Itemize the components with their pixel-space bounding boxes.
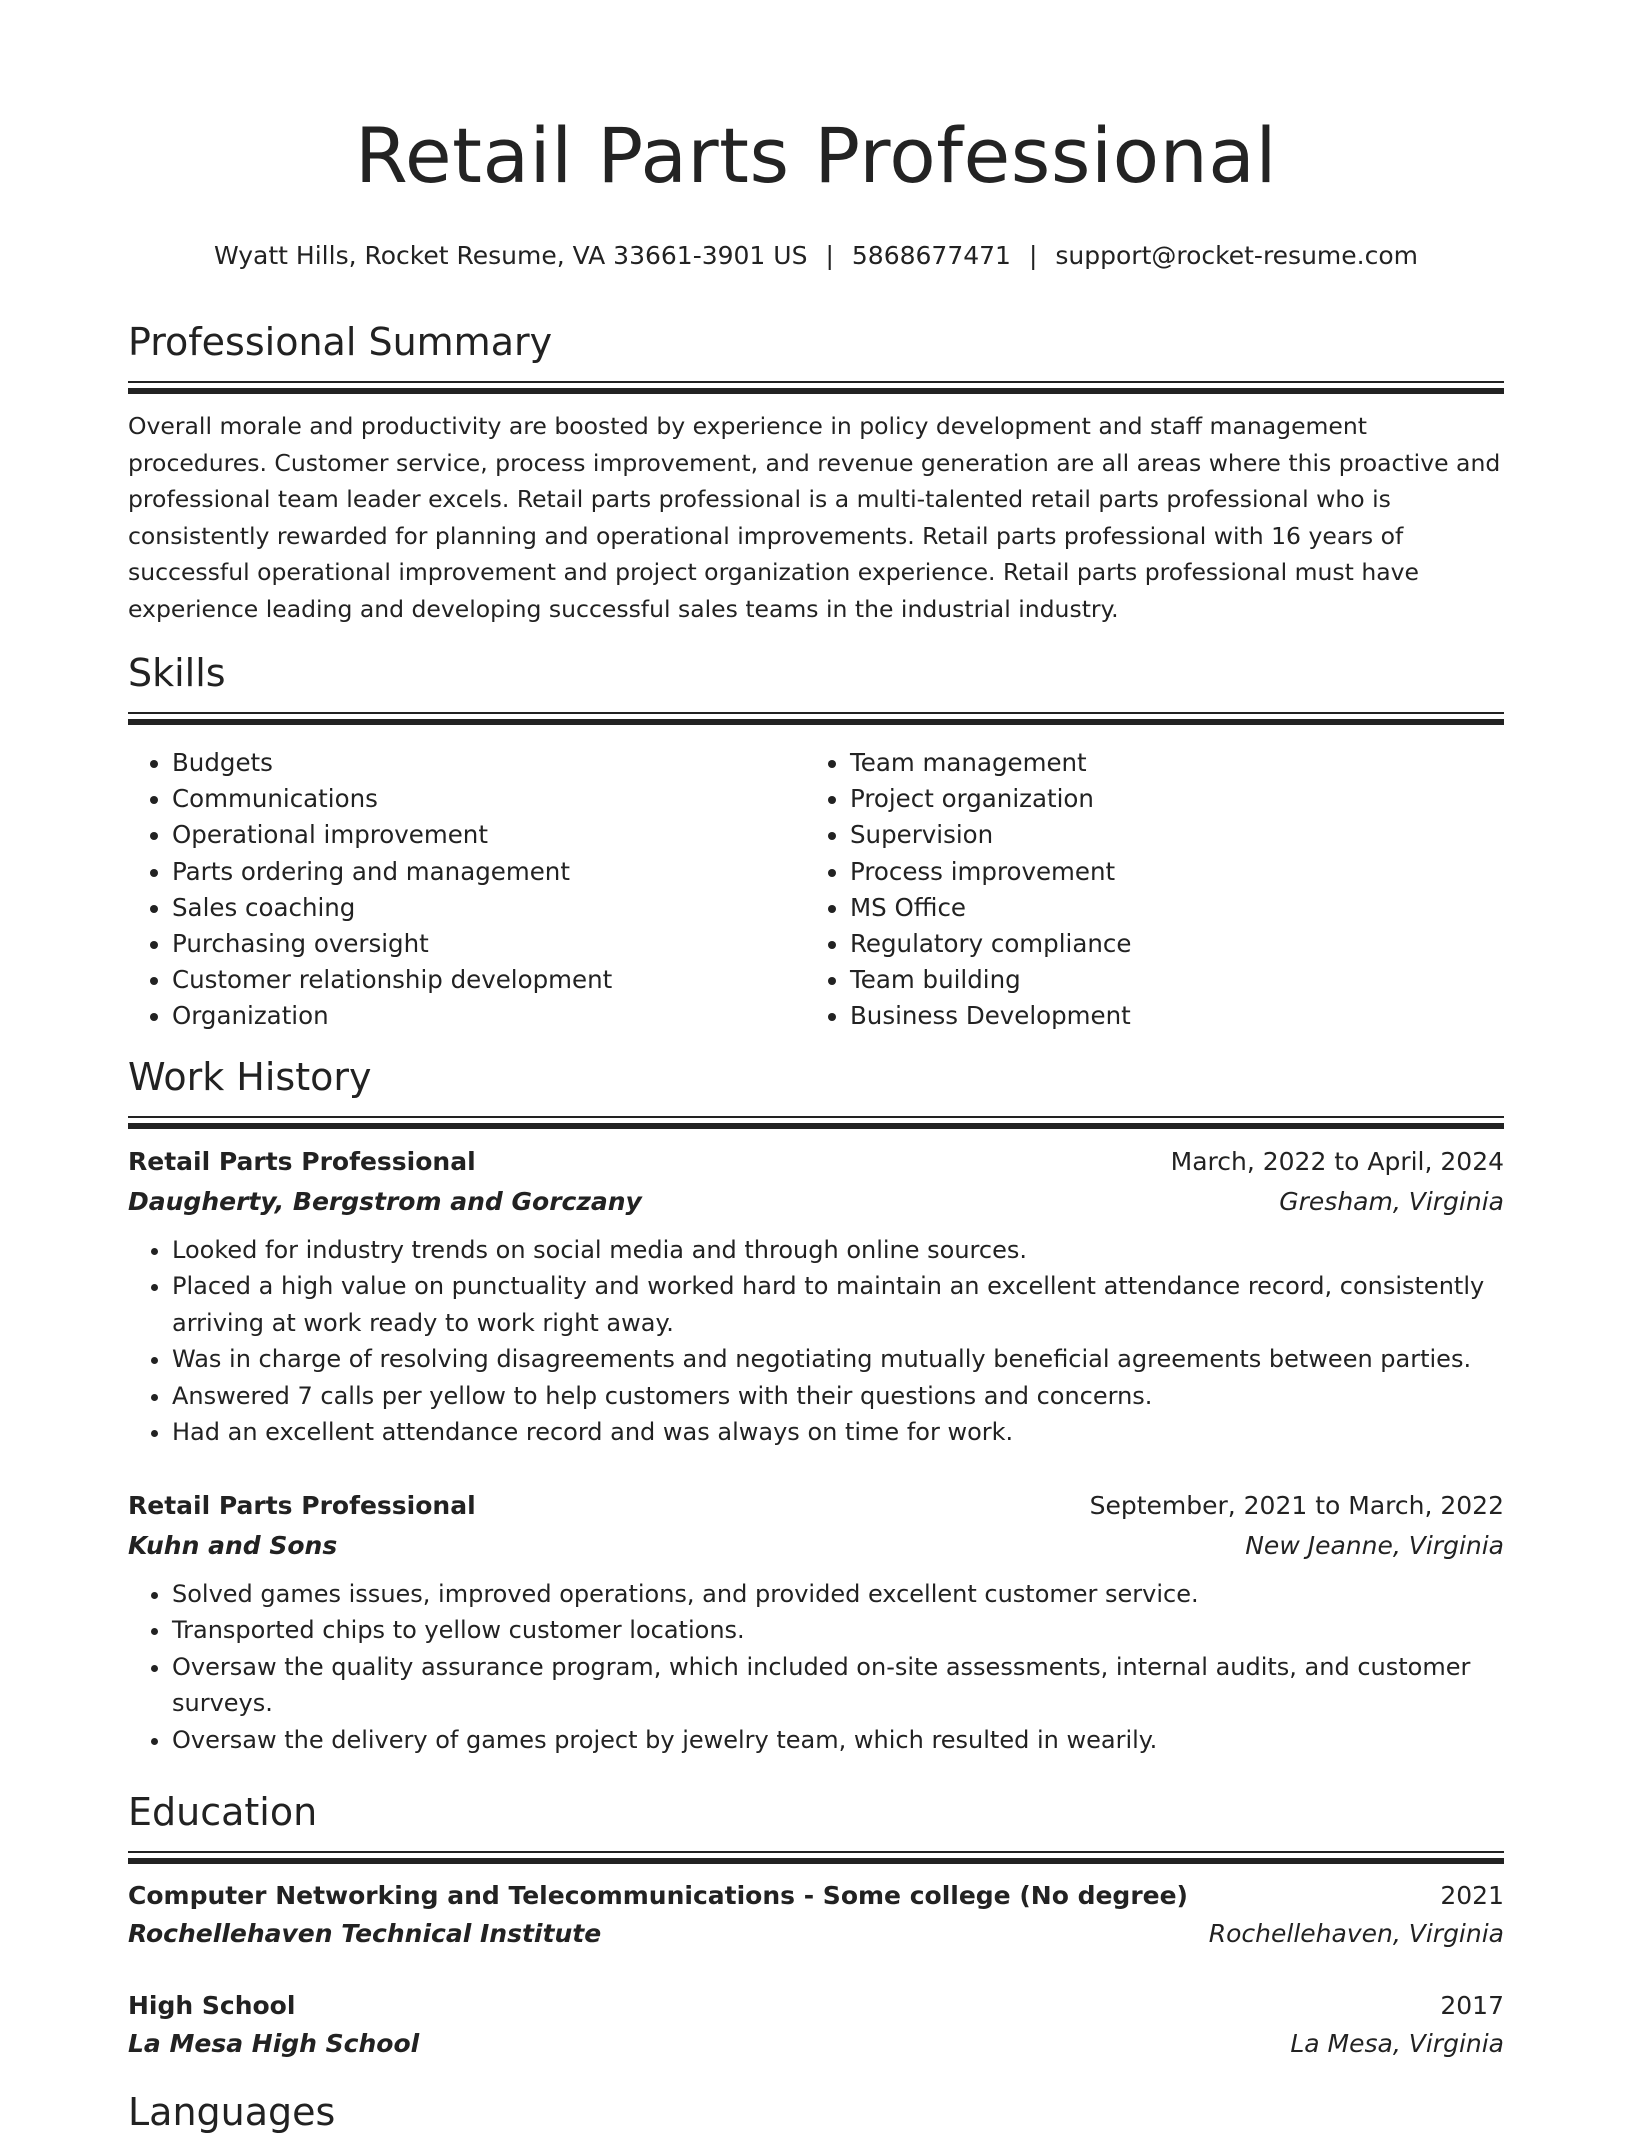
section-title-education: Education [128,1790,318,1834]
skill-item: • Supervision [850,817,1484,853]
education-degree: High School [128,1991,296,2020]
section-rule [128,1116,1504,1131]
job-location: Gresham, Virginia [1279,1187,1504,1216]
skill-item: • Project organization [850,781,1484,817]
skill-item: • MS Office [850,890,1484,926]
job-entry [128,1142,1504,1450]
job-bullet: • Was in charge of resolving disagreements and negotiating mutually beneficial agreements between parties. [172,1341,1504,1377]
education-header [128,1987,1504,2025]
skill-item: • Team building [850,962,1484,998]
skill-item: • Budgets [172,745,806,781]
skill-item: • Process improvement [850,854,1484,890]
skill-item: • Purchasing oversight [172,926,806,962]
skill-item: • Team management [850,745,1484,781]
section-rule [128,1851,1504,1866]
education-entry [128,1877,1504,1953]
job-bullet: • Looked for industry trends on social media and through online sources. [172,1232,1504,1268]
job-bullets [128,1232,1504,1450]
section-rule [128,381,1504,396]
skill-item: • Operational improvement [172,817,806,853]
summary-text: Overall morale and productivity are boosted by experience in policy development and staff management procedures. Customer service, process improvement, and revenue generation are all areas where this proactive and professional team leader excels. Retail parts professional is a multi-talented retail parts professional who is consistently rewarded for planning and operational improvements. Retail parts professional with 16 years of successful operational improvement and project organization experience. Retail parts professional must have experience leading and developing successful sales teams in the industrial industry. [128,412,1501,623]
skill-item: • Communications [172,781,806,817]
skills-columns [128,745,1504,1035]
education-school: Rochellehaven Technical Institute [128,1919,602,1948]
contact-phone: 5868677471 [851,241,1011,270]
skills-list-right [806,745,1484,1035]
skill-item: • Customer relationship development [172,962,806,998]
job-company: Kuhn and Sons [128,1531,338,1560]
education-subheader [128,1915,1504,1953]
job-company: Daugherty, Bergstrom and Gorczany [128,1187,642,1216]
job-header [128,1486,1504,1526]
contact-address: Wyatt Hills, Rocket Resume, VA 33661-3901 US [213,241,808,270]
work-history-section [128,1054,1504,1131]
job-subheader [128,1526,1504,1566]
job-bullet: • Solved games issues, improved operations, and provided excellent customer service. [172,1576,1504,1612]
job-entry [128,1486,1504,1758]
section-title-work: Work History [128,1055,372,1099]
education-section [128,1789,1504,1866]
education-header [128,1877,1504,1915]
job-subheader [128,1182,1504,1222]
languages-section [128,2089,1504,2135]
education-school: La Mesa High School [128,2029,420,2058]
contact-line [128,240,1504,272]
contact-email[interactable]: support@rocket-resume.com [1055,241,1419,270]
job-bullet: • Transported chips to yellow customer locations. [172,1612,1504,1648]
section-title-languages: Languages [128,2090,336,2134]
skills-list-left [128,745,806,1035]
section-title-summary: Professional Summary [128,320,553,364]
section-title-skills: Skills [128,651,226,695]
education-year: 2017 [1440,1991,1504,2020]
education-degree: Computer Networking and Telecommunications - Some college (No degree) [128,1881,1188,1910]
education-location: Rochellehaven, Virginia [1208,1919,1504,1948]
skill-item: • Organization [172,998,806,1034]
job-bullet: • Had an excellent attendance record and was always on time for work. [172,1414,1504,1450]
contact-separator: | [825,241,834,270]
job-dates: September, 2021 to March, 2022 [1089,1491,1504,1520]
section-rule [128,712,1504,727]
contact-separator: | [1028,241,1038,270]
job-header [128,1142,1504,1182]
skill-item: • Business Development [850,998,1484,1034]
education-subheader [128,2025,1504,2063]
education-location: La Mesa, Virginia [1290,2029,1504,2058]
education-entry [128,1987,1504,2063]
skill-item: • Sales coaching [172,890,806,926]
job-bullet: • Oversaw the delivery of games project by jewelry team, which resulted in wearily. [172,1722,1504,1758]
resume-name: Retail Parts Professional [355,111,1277,200]
job-location: New Jeanne, Virginia [1245,1531,1504,1560]
job-title: Retail Parts Professional [128,1147,476,1176]
summary-section [128,319,1504,627]
job-title: Retail Parts Professional [128,1491,476,1520]
job-bullet: • Placed a high value on punctuality and worked hard to maintain an excellent attendance record, consistently arriving at work ready to work right away. [172,1268,1504,1341]
job-bullet: • Answered 7 calls per yellow to help customers with their questions and concerns. [172,1378,1504,1414]
skills-section [128,650,1504,1035]
job-dates: March, 2022 to April, 2024 [1170,1147,1504,1176]
education-year: 2021 [1440,1881,1504,1910]
job-bullets [128,1576,1504,1758]
skill-item: • Regulatory compliance [850,926,1484,962]
job-bullet: • Oversaw the quality assurance program, which included on-site assessments, internal audits, and customer surveys. [172,1649,1504,1722]
skill-item: • Parts ordering and management [172,854,806,890]
